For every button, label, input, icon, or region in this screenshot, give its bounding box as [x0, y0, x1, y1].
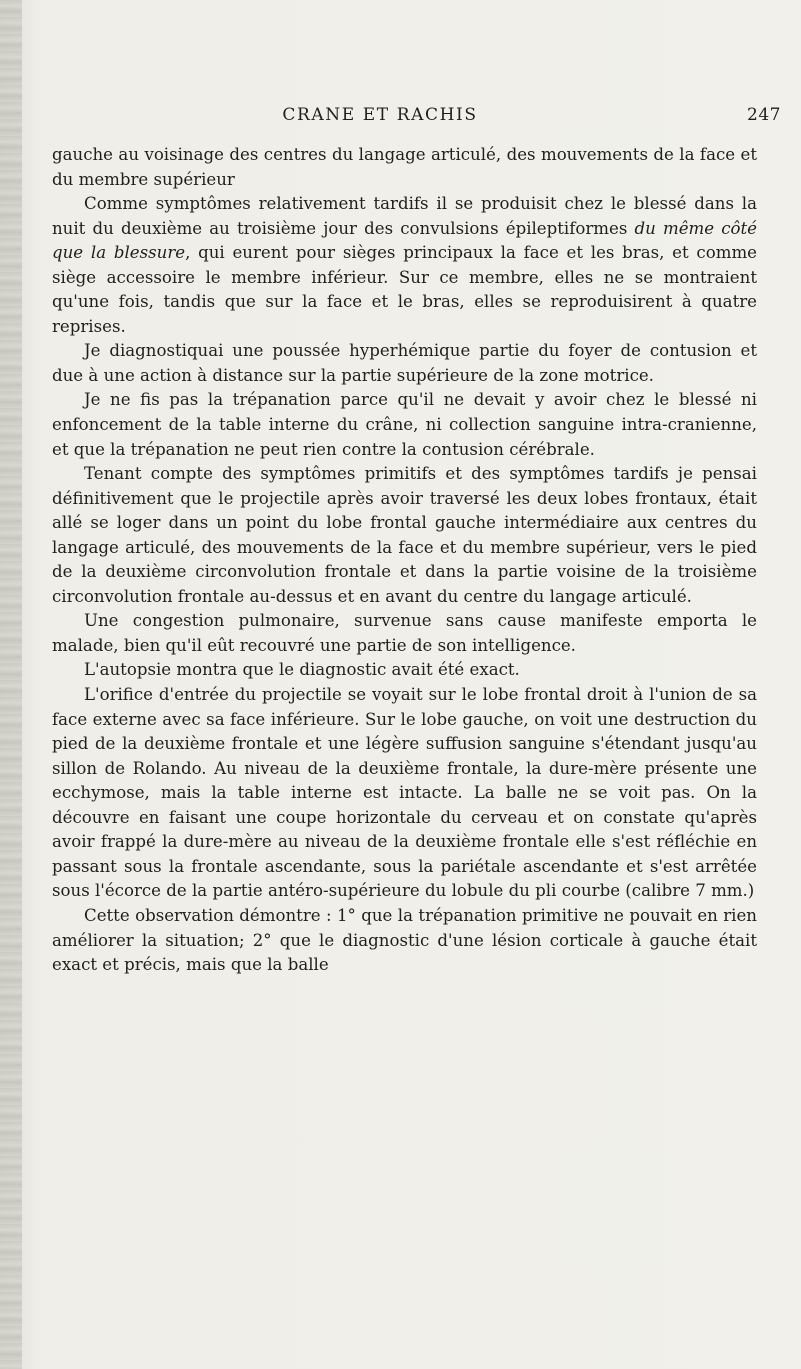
paragraph-continuation: gauche au voisinage des centres du langage articulé, des mouvements de la face et du membre supérieur	[52, 145, 757, 189]
paragraph-autopsie: L'autopsie montra que le diagnostic avait été exact.	[84, 660, 520, 680]
paragraph-diagnosis: Je diagnostiquai une poussée hyperhémique partie du foyer de contusion et due à une action à distance sur la partie supérieure de la zone motrice.	[52, 341, 757, 385]
running-header	[0, 105, 801, 129]
book-spine-shadow	[0, 0, 22, 1369]
paragraph-trepanation: Je ne fis pas la trépanation parce qu'il ne devait y avoir chez le blessé ni enfoncement de la table interne du crâne, ni collection sanguine intra-cranienne, et que la trépanation ne peut rien contre la contusion cérébrale.	[52, 390, 757, 459]
body-text	[52, 143, 757, 978]
page-number: 247	[747, 105, 781, 125]
italic-phrase: du même côté que la blessure	[52, 218, 758, 263]
paragraph-text: Comme symptômes relativement tardifs il se produisit chez le blessé dans la nuit du deuxième au troisième jour des convulsions épileptiformes	[52, 194, 757, 238]
paragraph-conclusion: Cette observation démontre : 1° que la trépanation primitive ne pouvait en rien améliorer la situation; 2° que le diagnostic d'une lésion corticale à gauche était exact et précis, mais que la balle	[52, 905, 757, 975]
paragraph-orifice: L'orifice d'entrée du projectile se voyait sur le lobe frontal droit à l'union de sa face externe avec sa face inférieure. Sur le lobe gauche, on voit une destruction du pied de la deuxième frontale et une légère suffusion sanguine s'étendant jusqu'au sillon de Rolando. Au niveau de la deuxième frontale, la dure-mère présente une ecchymose, mais la table interne est intacte. La balle ne se voit pas. On la découvre en faisant une coupe horizontale du cerveau et on constate qu'après avoir frappé la dure-mère au niveau de la deuxième frontale elle s'est réfléchie en passant sous la frontale ascendante, sous la pariétale ascendante et s'est arrêtée sous l'écorce de la partie antéro-supérieure du lobule du pli courbe (calibre 7 mm.)	[52, 685, 757, 901]
paragraph-symptoms-tardifs	[52, 192, 757, 339]
paragraph-text: , qui eurent pour sièges principaux la face et les bras, et comme siège accessoire le membre inférieur. Sur ce membre, elles ne se montraient qu'une fois, tandis que sur la face et le bras, elles se reproduisirent à quatre reprises.	[52, 243, 758, 336]
paragraph-congestion: Une congestion pulmonaire, survenue sans cause manifeste emporta le malade, bien qu'il eût recouvré une partie de son intelligence.	[52, 611, 757, 655]
running-title: CRANE ET RACHIS	[282, 105, 478, 125]
paragraph-projectile: Tenant compte des symptômes primitifs et des symptômes tardifs je pensai définitivement que le projectile après avoir traversé les deux lobes frontaux, était allé se loger dans un point du lobe frontal gauche intermédiaire aux centres du langage articulé, des mouvements de la face et du membre supérieur, vers le pied de la deuxième circonvolution frontale et dans la partie voisine de la troisième circonvolution frontale au-dessus et en avant du centre du langage articulé.	[52, 464, 757, 606]
